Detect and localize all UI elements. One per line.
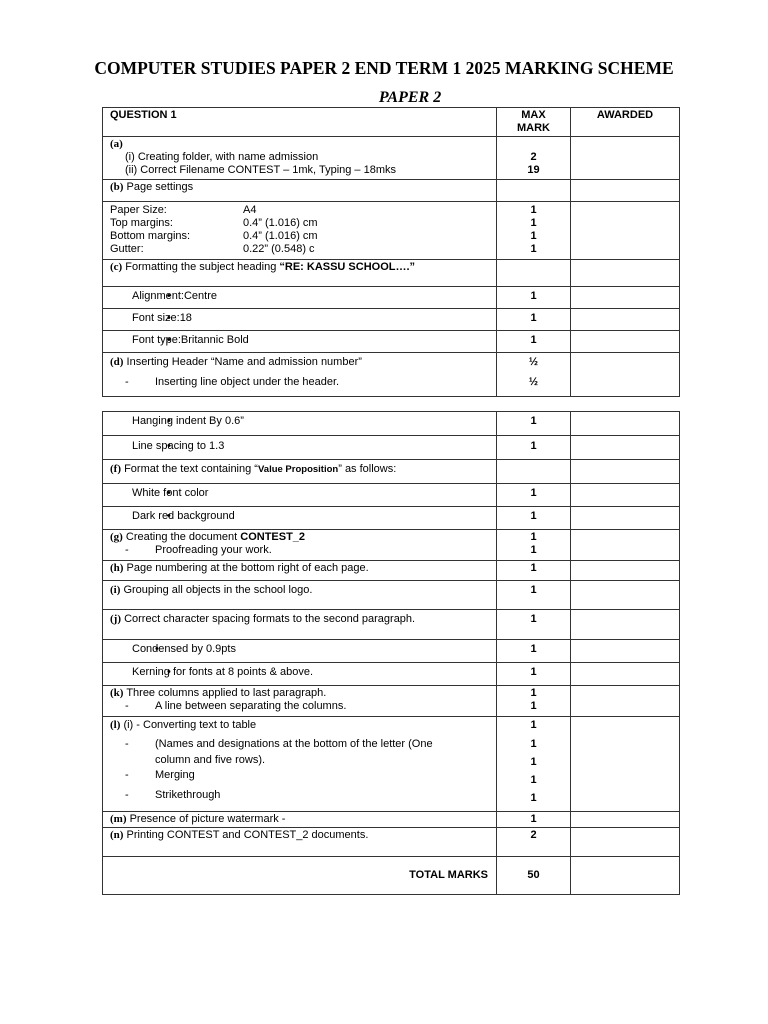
table-header-row: [103, 108, 680, 137]
bullet-row: [103, 309, 497, 331]
item-text: Three columns applied to last paragraph.: [126, 687, 327, 699]
mark-value: 1: [497, 436, 571, 460]
setting-value: 0.22” (0.548) c: [243, 243, 315, 255]
mark-value: 2: [530, 151, 537, 163]
setting-key: Bottom margins:: [110, 230, 191, 242]
row-g: [103, 530, 497, 561]
awarded-cell: [571, 260, 680, 287]
item-text: Page numbering at the bottom right of each page.: [126, 562, 369, 574]
item-text: Inserting Header “Name and admission number”: [126, 356, 362, 368]
mark-value: 1: [497, 812, 571, 828]
mark-cell: [497, 717, 571, 812]
setting-value: A4: [243, 204, 257, 216]
item-label: (j): [110, 613, 121, 625]
row-a: [103, 137, 497, 180]
item-text: (Names and designations at the bottom of the letter (One: [155, 738, 433, 750]
mark-value: 1: [497, 663, 571, 686]
mark-value: 1: [530, 756, 537, 768]
awarded-cell: [571, 857, 680, 895]
table-row: [103, 202, 680, 260]
item-text: Strikethrough: [155, 789, 221, 801]
mark-value: 1: [530, 544, 537, 556]
table-row: [103, 460, 680, 484]
item-label: (c): [110, 261, 123, 273]
format-value: Centre: [183, 290, 218, 302]
item-text: ” as follows:: [338, 463, 397, 475]
awarded-cell: [571, 717, 680, 812]
item-text: Dark red background: [132, 510, 235, 522]
mark-value: ½: [528, 376, 539, 388]
awarded-cell: [571, 353, 680, 397]
mark-value: 1: [530, 243, 537, 255]
bullet-row: [103, 287, 497, 309]
setting-row: [110, 217, 489, 230]
awarded-cell: [571, 137, 680, 180]
awarded-cell: [571, 530, 680, 561]
mark-cell: [497, 686, 571, 717]
mark-value: 1: [530, 204, 537, 216]
item-label: (b): [110, 181, 124, 193]
paper-label: PAPER 2: [378, 89, 442, 106]
setting-row: [110, 204, 489, 217]
mark-value: 1: [530, 230, 537, 242]
item-text: Line spacing to 1.3: [132, 440, 225, 452]
mark-value: 1: [497, 484, 571, 507]
mark-cell: [497, 260, 571, 287]
table-row: [103, 436, 680, 460]
mark-value: 1: [497, 610, 571, 640]
item-bold-text: “RE: KASSU SCHOOL….”: [279, 261, 416, 273]
awarded-cell: [571, 686, 680, 717]
item-text: Formatting the subject heading: [125, 261, 280, 273]
awarded-cell: [571, 331, 680, 353]
mark-cell: [497, 202, 571, 260]
total-value: 50: [497, 857, 571, 895]
awarded-cell: [571, 663, 680, 686]
setting-value: 0.4” (1.016) cm: [243, 230, 318, 242]
mark-value: 1: [497, 640, 571, 663]
format-key: Font size:: [132, 312, 180, 324]
item-text: Creating the document: [125, 531, 241, 543]
table-row: [103, 331, 680, 353]
bullet-row: [103, 436, 497, 460]
item-label: (f): [110, 463, 121, 475]
marking-table-1: [102, 107, 680, 397]
table-row: [103, 561, 680, 581]
item-label: (n): [110, 829, 124, 841]
row-h: [103, 561, 497, 581]
table-row: [103, 610, 680, 640]
item-text: Hanging indent By 0.6”: [132, 415, 244, 427]
table-row: [103, 812, 680, 828]
item-text: Page settings: [126, 181, 194, 193]
mark-value: 1: [530, 217, 537, 229]
item-bold-text: CONTEST_2: [240, 531, 306, 543]
item-text: A line between separating the columns.: [155, 700, 347, 712]
row-d: [103, 353, 497, 397]
bullet-row: [103, 331, 497, 353]
item-label: (a): [110, 138, 123, 150]
mark-value: 1: [497, 287, 571, 309]
bullet-row: [103, 640, 497, 663]
table-row: [103, 309, 680, 331]
question-header: QUESTION 1: [103, 108, 497, 137]
mark-value: 1: [497, 581, 571, 610]
table-row: [103, 260, 680, 287]
item-text: Printing CONTEST and CONTEST_2 documents.: [126, 829, 369, 841]
awarded-cell: [571, 460, 680, 484]
item-text: Proofreading your work.: [155, 544, 272, 556]
row-b: [103, 180, 497, 202]
awarded-cell: [571, 180, 680, 202]
bullet-row: [103, 663, 497, 686]
dash-marker: -: [125, 738, 129, 750]
mark-value: 1: [497, 412, 571, 436]
table-row: [103, 484, 680, 507]
bullet-row: [103, 484, 497, 507]
mark-value: 1: [530, 792, 537, 804]
item-text: (i) Creating folder, with name admission: [125, 151, 319, 163]
item-text: Correct character spacing formats to the second paragraph.: [124, 613, 416, 625]
item-text: White font color: [132, 487, 209, 499]
awarded-cell: [571, 561, 680, 581]
table-row: [103, 663, 680, 686]
item-text: Merging: [155, 769, 195, 781]
row-f: [103, 460, 497, 484]
total-label: TOTAL MARKS: [103, 857, 497, 895]
item-label: (d): [110, 356, 124, 368]
row-l: [103, 717, 497, 812]
awarded-cell: [571, 610, 680, 640]
bullet-row: [103, 412, 497, 436]
max-mark-header: [497, 108, 571, 137]
table-row: [103, 507, 680, 530]
awarded-cell: [571, 812, 680, 828]
dash-marker: -: [125, 789, 129, 801]
mark-value: 1: [530, 531, 537, 543]
table-row: [103, 686, 680, 717]
table-row: [103, 828, 680, 857]
awarded-cell: [571, 507, 680, 530]
mark-cell: [497, 530, 571, 561]
setting-value: 0.4” (1.016) cm: [243, 217, 318, 229]
awarded-header: AWARDED: [571, 108, 680, 137]
table-row: [103, 581, 680, 610]
table-row: [103, 530, 680, 561]
awarded-cell: [571, 202, 680, 260]
setting-key: Paper Size:: [110, 204, 167, 216]
setting-row: [110, 230, 489, 243]
setting-row: [110, 243, 489, 256]
bullet-row: [103, 507, 497, 530]
mark-value: 1: [530, 700, 537, 712]
item-bold-text: Value Proposition: [257, 464, 339, 475]
table-row: [103, 717, 680, 812]
awarded-cell: [571, 581, 680, 610]
row-m: [103, 812, 497, 828]
mark-cell: [497, 137, 571, 180]
page-title: COMPUTER STUDIES PAPER 2 END TERM 1 2025 MARKING SCHEME: [94, 58, 674, 78]
format-key: Font type:: [132, 334, 181, 346]
item-text: column and five rows).: [155, 754, 266, 766]
dash-marker: -: [125, 700, 129, 712]
mark-cell: [497, 180, 571, 202]
awarded-cell: [571, 287, 680, 309]
dash-marker: -: [125, 376, 129, 388]
item-text: Grouping all objects in the school logo.: [123, 584, 313, 596]
item-label: (h): [110, 562, 124, 574]
item-text: (i) - Converting text to table: [123, 719, 257, 731]
mark-cell: [497, 353, 571, 397]
item-label: (m): [110, 813, 127, 825]
item-text: Condensed by 0.9pts: [132, 643, 236, 655]
item-text: Kerning for fonts at 8 points & above.: [132, 666, 314, 678]
total-row: [103, 857, 680, 895]
mark-value: 1: [497, 561, 571, 581]
row-k: [103, 686, 497, 717]
format-key: Alignment:: [132, 290, 184, 302]
item-label: (g): [110, 531, 123, 543]
mark-value: 1: [530, 719, 537, 731]
item-text: Format the text containing “: [124, 463, 258, 475]
row-c: [103, 260, 497, 287]
item-label: (l): [110, 719, 121, 731]
dash-marker: -: [125, 544, 129, 556]
format-value: Britannic Bold: [180, 334, 249, 346]
row-n: [103, 828, 497, 857]
item-label: (i): [110, 584, 121, 596]
mark-value: ½: [528, 356, 539, 368]
mark-cell: [497, 460, 571, 484]
table-row: [103, 180, 680, 202]
page-settings-list: [103, 202, 497, 260]
max-label: MAX: [521, 109, 546, 121]
item-label: (k): [110, 687, 124, 699]
awarded-cell: [571, 436, 680, 460]
awarded-cell: [571, 309, 680, 331]
mark-label: MARK: [517, 122, 550, 134]
dash-marker: -: [125, 769, 129, 781]
setting-key: Top margins:: [110, 217, 173, 229]
mark-value: 1: [530, 774, 537, 786]
mark-value: 1: [497, 309, 571, 331]
item-text: (ii) Correct Filename CONTEST – 1mk, Typing – 18mks: [125, 164, 397, 176]
row-j: [103, 610, 497, 640]
mark-value: 2: [497, 828, 571, 857]
item-text: Presence of picture watermark -: [129, 813, 286, 825]
mark-value: 1: [530, 738, 537, 750]
awarded-cell: [571, 484, 680, 507]
awarded-cell: [571, 828, 680, 857]
table-row: [103, 137, 680, 180]
setting-key: Gutter:: [110, 243, 144, 255]
item-text: Inserting line object under the header.: [155, 376, 340, 388]
awarded-cell: [571, 640, 680, 663]
marking-table-2: [102, 411, 680, 895]
awarded-cell: [571, 412, 680, 436]
table-row: [103, 412, 680, 436]
row-i: [103, 581, 497, 610]
mark-value: 1: [497, 331, 571, 353]
mark-value: 1: [497, 507, 571, 530]
mark-value: 19: [527, 164, 540, 176]
table-row: [103, 640, 680, 663]
mark-value: 1: [530, 687, 537, 699]
table-row: [103, 353, 680, 397]
table-row: [103, 287, 680, 309]
format-value: 18: [179, 312, 192, 324]
